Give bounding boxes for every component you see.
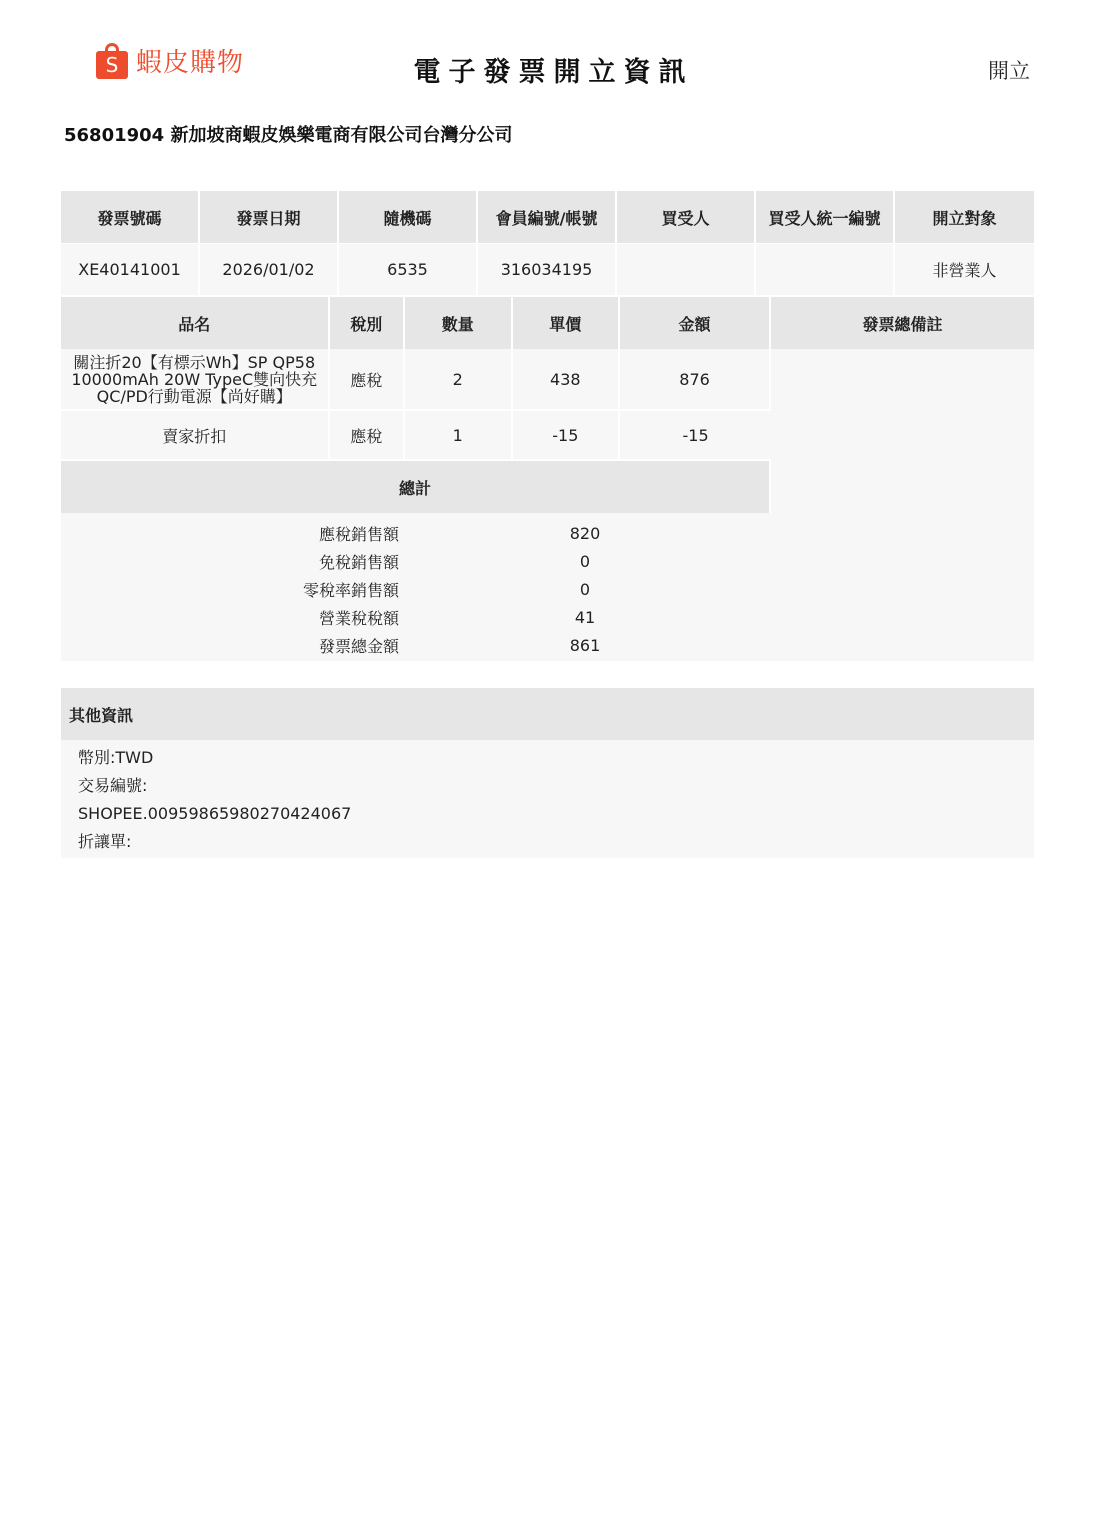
header-item-name: 品名 [61,297,330,349]
business-tax-row: 營業稅稅額 41 [318,607,596,628]
table-header-row [61,191,1034,243]
item-unit-price: -15 [513,411,621,461]
invoice-note [771,349,1034,661]
other-info-body [61,740,1034,858]
page-title: 電子發票開立資訊 [413,57,694,88]
header-random-code: 隨機碼 [339,191,478,243]
buyer-tax-id [756,243,895,295]
logo-text: 蝦皮購物 [136,48,245,78]
item-amount: -15 [620,411,771,461]
invoice-status: 開立 [988,59,1030,83]
allowance-line: 折讓單: [78,832,132,851]
header-invoice-number: 發票號碼 [61,191,200,243]
currency-line: 幣別:TWD [78,748,154,767]
member-id: 316034195 [478,243,617,295]
totals-block [61,513,771,661]
random-code: 6535 [339,243,478,295]
item-name: 賣家折扣 [61,411,330,461]
shopping-bag-icon: S [96,43,128,79]
item-tax-type: 應稅 [330,349,405,411]
other-info-section [61,688,1034,858]
item-unit-price: 438 [513,349,621,411]
total-header: 總計 [61,461,771,513]
transaction-id-label: 交易編號: [78,776,148,795]
table-header-row [61,297,1034,349]
header-invoice-date: 發票日期 [200,191,339,243]
header-issue-target: 開立對象 [895,191,1034,243]
header-member-id: 會員編號/帳號 [478,191,617,243]
header-invoice-note: 發票總備註 [771,297,1034,349]
header-tax-type: 稅別 [330,297,405,349]
header-buyer: 買受人 [617,191,756,243]
item-quantity: 1 [405,411,513,461]
item-amount: 876 [620,349,771,411]
invoice-date: 2026/01/02 [200,243,339,295]
other-info-header: 其他資訊 [61,688,1034,740]
buyer [617,243,756,295]
seller-info: 56801904 新加坡商蝦皮娛樂電商有限公司台灣分公司 [64,125,513,146]
item-name: 關注折20【有標示Wh】SP QP58 10000mAh 20W TypeC雙向快充 QC/PD行動電源【尚好購】 [61,349,330,411]
items-table [61,297,1034,661]
table-row [61,349,1034,411]
issue-target: 非營業人 [895,243,1034,295]
tax-free-sales-row: 免稅銷售額 0 [318,551,591,572]
header-buyer-tax-id: 買受人統一編號 [756,191,895,243]
invoice-total-row: 發票總金額 861 [318,635,601,656]
header-quantity: 數量 [405,297,513,349]
header-unit-price: 單價 [513,297,621,349]
invoice-info-table [61,191,1034,295]
item-tax-type: 應稅 [330,411,405,461]
header-amount: 金額 [620,297,771,349]
table-row [61,243,1034,295]
taxable-sales-row: 應稅銷售額 820 [318,523,601,544]
invoice-number: XE40141001 [61,243,200,295]
zero-rate-sales-row: 零稅率銷售額 0 [302,579,591,600]
transaction-id-value: SHOPEE.00959865980270424067 [78,804,352,823]
item-quantity: 2 [405,349,513,411]
